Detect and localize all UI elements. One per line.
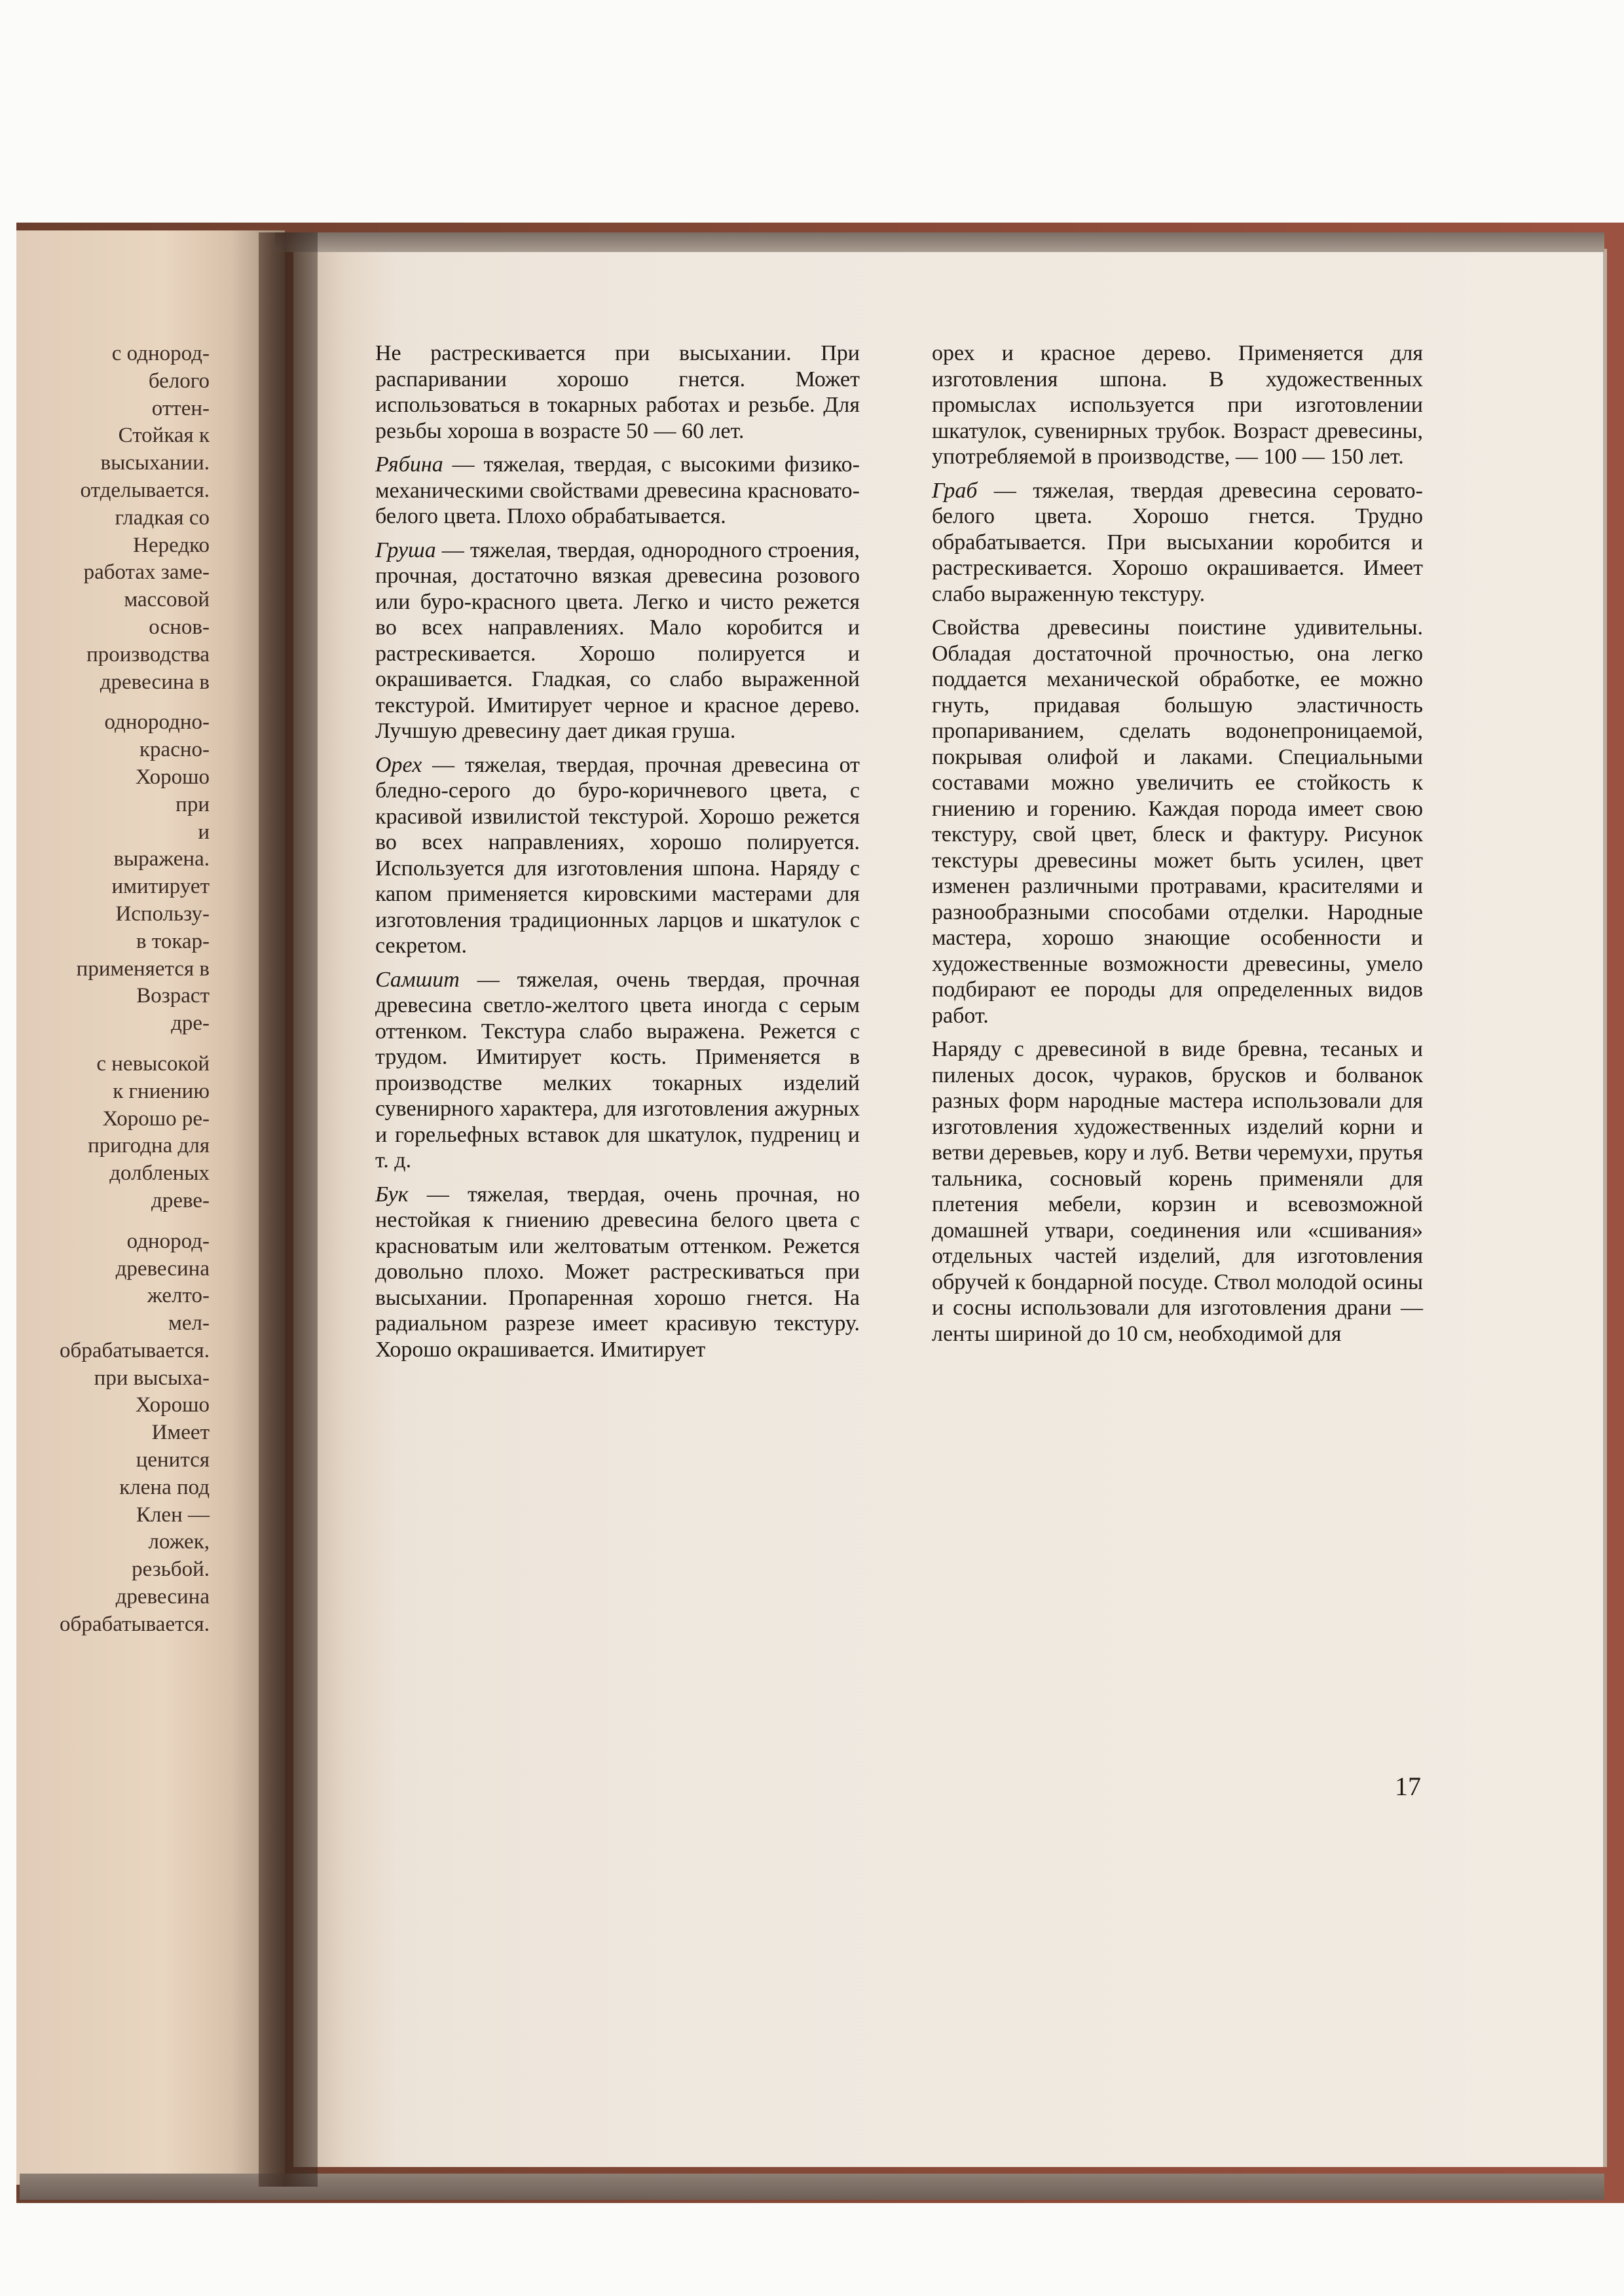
wood-species-term: Груша xyxy=(375,538,436,562)
page-top-edge xyxy=(275,232,1604,252)
left-text-line: Использу- xyxy=(115,902,210,926)
left-text-line: производства xyxy=(86,642,210,666)
left-text-line: клена под xyxy=(119,1475,210,1499)
left-text-line: ложек, xyxy=(148,1530,210,1554)
paragraph xyxy=(375,452,860,530)
left-text-line: выражена. xyxy=(113,847,210,871)
left-text-line: с однород- xyxy=(111,342,210,365)
left-text-line: древе- xyxy=(151,1188,210,1212)
left-text-line: пригодна для xyxy=(88,1134,210,1158)
left-text-line: Нередко xyxy=(133,533,210,557)
left-text-line: мел- xyxy=(168,1311,210,1336)
left-text-line: Возраст xyxy=(136,984,210,1008)
left-text-line: работах заме- xyxy=(83,560,210,585)
paragraph xyxy=(375,967,860,1174)
left-text-line: применяется в xyxy=(76,957,210,981)
paragraph xyxy=(932,1036,1423,1347)
left-text-line: Хорошо ре- xyxy=(102,1106,210,1131)
paragraph xyxy=(932,615,1423,1029)
left-text-line: однородно- xyxy=(104,710,210,735)
paragraph-text: орех и красное дерево. Применяется для изготовления шпона. В художественных промыслах используется при изготовлении шкатулок, сувенирных трубок. Возраст древесины, употребляемой в производстве, — 100 — 150 лет. xyxy=(932,341,1423,469)
wood-species-term: Рябина xyxy=(375,452,443,477)
left-text-line: резьбой. xyxy=(132,1558,210,1582)
paragraph xyxy=(932,478,1423,608)
wood-species-term: Самшит xyxy=(375,967,460,992)
left-text-line: обрабатывается. xyxy=(60,1612,210,1636)
left-text-line: с невысокой xyxy=(96,1051,210,1076)
left-text-line: отделывается. xyxy=(80,478,210,502)
paragraph-text: — тяжелая, твердая, прочная древесина от бледно-серого до буро-коричневого цвета, с красивой извилистой текстурой. Хорошо режется во всех направлениях, хорошо полируется. Используется для изготовления шпона. Наряду с капом применяется кировскими мастерами для изготовления традиционных ларцов и шкатулок с секретом. xyxy=(375,752,860,958)
left-text-line: белого xyxy=(148,369,210,393)
left-text-line: при высыха- xyxy=(94,1366,210,1390)
right-text-column xyxy=(932,340,1423,1355)
left-text-line: высыхании. xyxy=(100,451,210,475)
left-page-text-fragments xyxy=(20,340,210,1639)
left-text-line xyxy=(20,1215,210,1228)
left-text-line: в токар- xyxy=(136,929,210,953)
left-text-line: ценится xyxy=(136,1448,210,1472)
left-text-line: Хорошо xyxy=(135,765,210,789)
left-text-line: желто- xyxy=(147,1284,210,1308)
left-text-line: древесина в xyxy=(100,670,210,694)
left-text-line: основ- xyxy=(149,615,210,639)
left-text-line: оттен- xyxy=(151,396,210,420)
left-text-line: массовой xyxy=(124,588,210,612)
paragraph xyxy=(375,752,860,959)
left-text-line: при xyxy=(175,792,210,816)
paragraph-text: — тяжелая, очень твердая, прочная древесина светло-желтого цвета иногда с серым оттенком. Текстура слабо выражена. Режется с трудом. Имитирует кость. Применяется в производстве мелких токарных изделий сувенирного характера, для изготовления ажурных и горельефных вставок для шкатулок, пудрениц и т. д. xyxy=(375,967,860,1173)
left-text-line xyxy=(20,696,210,709)
left-text-line: древесина xyxy=(115,1256,210,1281)
wood-species-term: Орех xyxy=(375,752,422,777)
left-text-line: Имеет xyxy=(151,1421,210,1445)
paragraph-text: — тяжелая, твердая, однородного строения, прочная, достаточно вязкая древесина розового или буро-красного цвета. Легко и чисто режется во всех направлениях. Мало коробится и растрескивается. Хорошо полируется и окрашивается. Гладкая, со слабо выраженной текстурой. Имитирует черное и красное дерево. Лучшую древесину дает дикая груша. xyxy=(375,538,860,743)
left-text-line: обрабатывается. xyxy=(60,1338,210,1362)
left-text-line: Стойкая к xyxy=(118,424,210,448)
left-text-line xyxy=(20,1038,210,1051)
middle-text-column xyxy=(375,340,860,1370)
paragraph-text: Наряду с древесиной в виде бревна, тесаных и пиленых досок, чураков, брусков и болванок разных форм народные мастера использовали для изготовления художественных изделий корни и ветви деревьев, кору и луб. Ветви черемухи, прутья тальника, сосновый корень применяли для плетения мебели, корзин и всевозможной домашней утвари, соединения или «сшивания» отдельных частей изделий, для изготовления обручей к бондарной посуде. Ствол молодой осины и сосны использовали для изготовления драни — ленты шириной до 10 см, необходимой для xyxy=(932,1037,1423,1346)
left-text-line: имитирует xyxy=(111,875,210,899)
left-text-line: однород- xyxy=(126,1229,210,1253)
left-text-line: Хорошо xyxy=(135,1393,210,1417)
left-text-line: дре- xyxy=(171,1011,210,1036)
paragraph-text: — тяжелая, твердая древесина серовато-белого цвета. Хорошо гнется. Трудно обрабатывается. При высыхании коробится и растрескивается. Хорошо окрашивается. Имеет слабо выраженную текстуру. xyxy=(932,478,1423,606)
book-gutter-shadow xyxy=(259,232,318,2187)
left-text-line: красно- xyxy=(139,738,210,762)
left-text-line: к гниению xyxy=(113,1079,210,1103)
left-text-line: долбленых xyxy=(109,1161,210,1186)
paragraph-text: Свойства древесины поистине удивительны. Обладая достаточной прочностью, она легко поддается механической обработке, ее можно гнуть, придавая большую эластичность пропариванием, сделать водонепроницаемой, покрывая олифой и лаками. Специальными составами можно увеличить ее стойкость к гниению и горению. Каждая порода имеет свою текстуру, свой цвет, блеск и фактуру. Рисунок текстуры древесины может быть усилен, цвет изменен различными протравами, красителями и разнообразными способами отделки. Народные мастера, хорошо знающие особенности и художественные возможности древесины, умело подбирают ее породы для определенных видов работ. xyxy=(932,615,1423,1028)
paragraph-text: — тяжелая, твердая, очень прочная, но нестойкая к гниению древесина белого цвета с красноватым или желтоватым оттенком. Режется довольно плохо. Может растрескиваться при высыхании. Пропаренная хорошо гнется. На радиальном разрезе имеет красивую текстуру. Хорошо окрашивается. Имитирует xyxy=(375,1182,860,1362)
wood-species-term: Бук xyxy=(375,1182,409,1207)
left-text-line: Клен — xyxy=(136,1503,210,1527)
paragraph xyxy=(932,340,1423,470)
paragraph-text: — тяжелая, твердая, с высокими физико-механическими свойствами древесина красновато-белого цвета. Плохо обрабатывается. xyxy=(375,452,860,528)
left-text-line: гладкая со xyxy=(115,505,210,530)
page-number: 17 xyxy=(1395,1772,1421,1801)
paragraph-text: Не растрескивается при высыхании. При распаривании хорошо гнется. Может использоваться в токарных работах и резьбе. Для резьбы хороша в возрасте 50 — 60 лет. xyxy=(375,341,860,443)
paragraph xyxy=(375,340,860,444)
paragraph xyxy=(375,538,860,744)
paragraph xyxy=(375,1182,860,1363)
left-text-line: и xyxy=(198,820,210,844)
left-text-line: древесина xyxy=(115,1585,210,1609)
page-bottom-edge xyxy=(20,2174,1604,2200)
wood-species-term: Граб xyxy=(932,478,978,503)
